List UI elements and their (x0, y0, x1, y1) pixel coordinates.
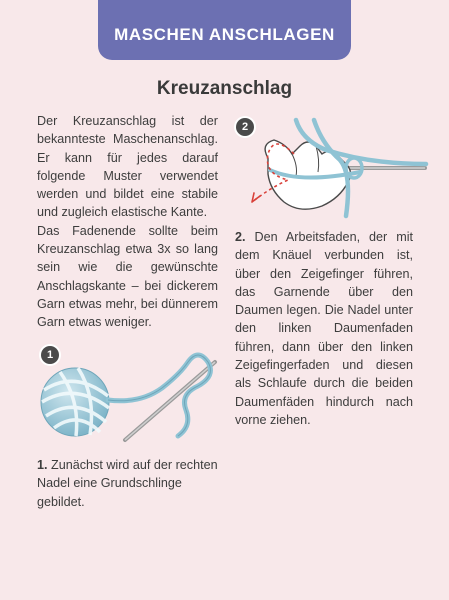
yarn-ball-needle-illustration (30, 340, 230, 450)
intro-text (37, 112, 218, 332)
step-1-text (37, 456, 218, 511)
step-2-number: 2. (235, 230, 246, 244)
step-1-number: 1. (37, 458, 48, 472)
page-title: Kreuzanschlag (156, 78, 293, 99)
section-title: MASCHEN ANSCHLAGEN (114, 25, 335, 44)
step-1-badge: 1 (41, 346, 59, 364)
intro-paragraph-2: Das Fadenende sollte beim Kreuzanschlag etwa 3x so lang sein wie die gewünschte Anschlagskante – bei dickerem Garn etwas mehr, bei dünnerem Garn etwas weniger. (37, 223, 218, 330)
section-header-tab (98, 0, 351, 60)
step-2-text (235, 228, 413, 429)
hand-yarn-needle-illustration (230, 110, 430, 220)
step-2-description: Den Arbeitsfaden, der mit dem Knäuel verbunden ist, über den Zeigefinger führen, das Garnende über den Daumen legen. Die Nadel unter den linken Daumenfaden führen, dann über den linken Zeigefingerfaden und diesen als Schlaufe durch die beiden Daumenfäden hindurch nach vorne ziehen. (235, 230, 413, 427)
intro-paragraph-1: Der Kreuzanschlag ist der bekannteste Maschenanschlag. Er kann für jedes darauf folgende Muster verwendet werden und bildet eine stabile und zugleich elastische Kante. (37, 114, 218, 220)
step-1-description: Zunächst wird auf der rechten Nadel eine Grundschlinge gebildet. (37, 458, 218, 509)
step-2-badge: 2 (236, 118, 254, 136)
